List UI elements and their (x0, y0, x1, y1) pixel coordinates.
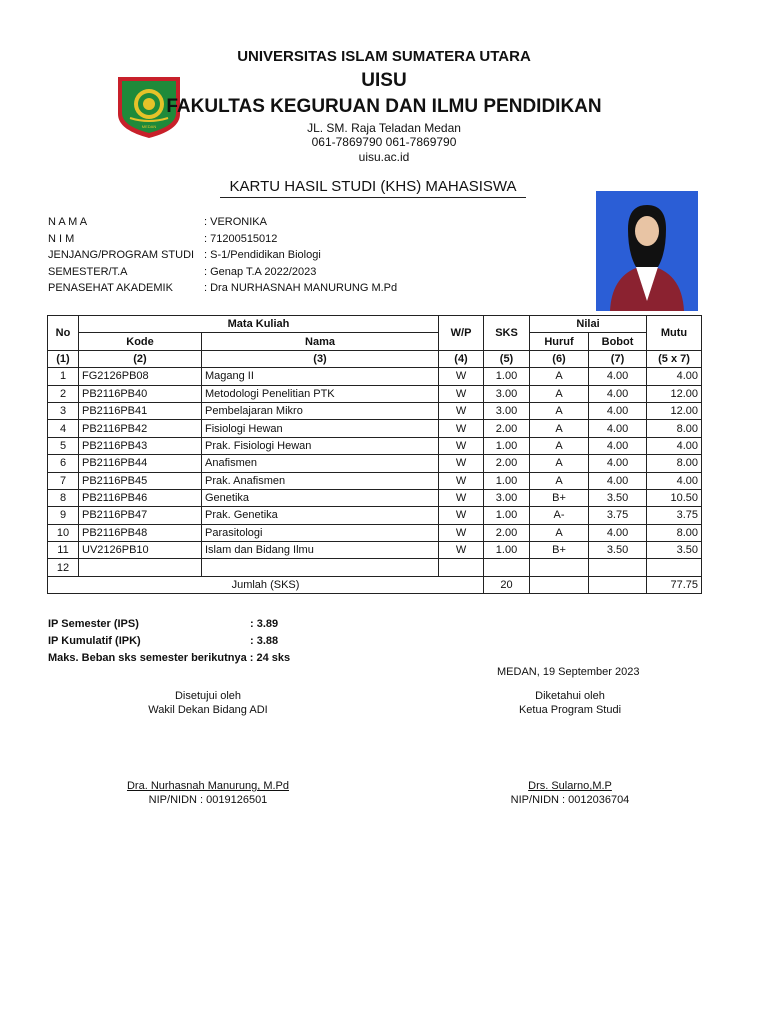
left-approval-label: Disetujui oleh (174, 690, 242, 702)
numbering-cell: (3) (202, 350, 439, 367)
cell-sks: 1.00 (484, 507, 530, 524)
cell-sks: 1.00 (484, 368, 530, 385)
ipk-label: IP Kumulatif (IPK) (48, 635, 141, 647)
info-row-name (48, 216, 397, 233)
university-name: UNIVERSITAS ISLAM SUMATERA UTARA (237, 48, 531, 65)
right-signer-id: NIP/NIDN : 0012036704 (510, 794, 630, 806)
cell-bobot: 4.00 (589, 455, 647, 472)
total-mutu: 77.75 (647, 576, 702, 593)
total-sks: 20 (484, 576, 530, 593)
cell-nama: Genetika (202, 489, 439, 506)
header-no: No (48, 316, 79, 351)
cell-wp: W (439, 437, 484, 454)
table-row (48, 524, 702, 541)
cell-huruf: A (530, 472, 589, 489)
cell-no: 11 (48, 542, 79, 559)
faculty-name: FAKULTAS KEGURUAN DAN ILMU PENDIDIKAN (166, 96, 602, 117)
cell-mutu: 3.75 (647, 507, 702, 524)
university-short-name: UISU (361, 70, 407, 91)
cell-kode: PB2116PB44 (79, 455, 202, 472)
info-value: : Genap T.A 2022/2023 (204, 265, 317, 278)
cell-bobot: 3.50 (589, 489, 647, 506)
cell-no: 1 (48, 368, 79, 385)
table-row (48, 455, 702, 472)
cell-huruf: A (530, 437, 589, 454)
cell-mutu: 8.00 (647, 420, 702, 437)
cell-nama: Islam dan Bidang Ilmu (202, 542, 439, 559)
numbering-cell: (5 x 7) (647, 350, 702, 367)
document-title: KARTU HASIL STUDI (KHS) MAHASISWA (220, 178, 526, 198)
numbering-cell: (5) (484, 350, 530, 367)
header-bobot: Bobot (589, 333, 647, 350)
cell-nama: Metodologi Penelitian PTK (202, 385, 439, 402)
cell-bobot: 4.00 (589, 420, 647, 437)
cell-nama: Prak. Fisiologi Hewan (202, 437, 439, 454)
table-row (48, 368, 702, 385)
info-value: : 71200515012 (204, 232, 278, 245)
header-kode: Kode (79, 333, 202, 350)
student-info (48, 216, 397, 299)
cell-mutu: 10.50 (647, 489, 702, 506)
cell-nama: Magang II (202, 368, 439, 385)
cell-wp: W (439, 524, 484, 541)
grades-table (47, 315, 702, 594)
cell-huruf: A (530, 385, 589, 402)
cell-sks: 2.00 (484, 524, 530, 541)
right-signer-name: Drs. Sularno,M.P (528, 780, 612, 792)
cell-kode: PB2116PB41 (79, 402, 202, 419)
cell-kode: PB2116PB42 (79, 420, 202, 437)
cell-no: 9 (48, 507, 79, 524)
info-value: : S-1/Pendidikan Biologi (204, 249, 321, 261)
table-row (48, 437, 702, 454)
cell-bobot: 4.00 (589, 524, 647, 541)
signature-date: MEDAN, 19 September 2023 (497, 666, 640, 678)
cell-wp: W (439, 489, 484, 506)
cell-no: 10 (48, 524, 79, 541)
numbering-cell: (4) (439, 350, 484, 367)
info-label: PENASEHAT AKADEMIK (48, 282, 173, 294)
cell-no: 2 (48, 385, 79, 402)
cell-mutu: 4.00 (647, 368, 702, 385)
cell-sks: 3.00 (484, 402, 530, 419)
cell-huruf (530, 559, 589, 576)
cell-huruf: A (530, 455, 589, 472)
cell-nama: Anafismen (202, 455, 439, 472)
cell-no: 6 (48, 455, 79, 472)
cell-mutu: 4.00 (647, 437, 702, 454)
cell-huruf: A (530, 402, 589, 419)
cell-nama: Fisiologi Hewan (202, 420, 439, 437)
header-mutu: Mutu (647, 316, 702, 351)
cell-sks: 1.00 (484, 472, 530, 489)
info-value: : Dra NURHASNAH MANURUNG M.Pd (204, 282, 398, 294)
info-row-program (48, 249, 397, 266)
address: JL. SM. Raja Teladan Medan (307, 121, 461, 135)
cell-nama: Prak. Anafismen (202, 472, 439, 489)
left-approver-role: Wakil Dekan Bidang ADI (148, 704, 268, 716)
table-row (48, 385, 702, 402)
cell-bobot: 3.75 (589, 507, 647, 524)
cell-bobot: 4.00 (589, 368, 647, 385)
cell-bobot: 4.00 (589, 385, 647, 402)
table-row (48, 489, 702, 506)
left-signer-name: Dra. Nurhasnah Manurung, M.Pd (126, 780, 290, 792)
info-row-nim (48, 233, 397, 250)
website: uisu.ac.id (358, 150, 410, 164)
ips-value: : 3.89 (250, 618, 279, 630)
cell-wp: W (439, 385, 484, 402)
cell-nama (202, 559, 439, 576)
cell-huruf: A (530, 420, 589, 437)
student-photo (596, 191, 698, 311)
cell-huruf: A (530, 524, 589, 541)
total-label: Jumlah (SKS) (48, 576, 484, 593)
cell-kode: PB2116PB43 (79, 437, 202, 454)
cell-mutu (647, 559, 702, 576)
cell-sks (484, 559, 530, 576)
cell-mutu: 3.50 (647, 542, 702, 559)
cell-wp: W (439, 368, 484, 385)
cell-bobot: 4.00 (589, 402, 647, 419)
cell-wp (439, 559, 484, 576)
cell-sks: 1.00 (484, 437, 530, 454)
table-row (48, 542, 702, 559)
header-sks: SKS (484, 316, 530, 351)
numbering-cell: (7) (589, 350, 647, 367)
cell-no: 7 (48, 472, 79, 489)
cell-nama: Parasitologi (202, 524, 439, 541)
cell-huruf: A (530, 368, 589, 385)
cell-huruf: B+ (530, 542, 589, 559)
info-row-semester (48, 266, 397, 283)
table-row (48, 507, 702, 524)
cell-kode (79, 559, 202, 576)
cell-bobot (589, 559, 647, 576)
info-label: JENJANG/PROGRAM STUDI (48, 249, 195, 261)
cell-kode: PB2116PB48 (79, 524, 202, 541)
cell-sks: 2.00 (484, 455, 530, 472)
cell-kode: PB2116PB45 (79, 472, 202, 489)
cell-no: 5 (48, 437, 79, 454)
info-label: N I M (48, 232, 75, 245)
empty-cell (530, 576, 589, 593)
header-nama: Nama (202, 333, 439, 350)
info-label: SEMESTER/T.A (48, 265, 128, 278)
table-row (48, 420, 702, 437)
cell-bobot: 4.00 (589, 437, 647, 454)
cell-sks: 1.00 (484, 542, 530, 559)
cell-huruf: B+ (530, 489, 589, 506)
left-signer-id: NIP/NIDN : 0019126501 (148, 794, 268, 806)
ips-label: IP Semester (IPS) (48, 618, 139, 630)
cell-wp: W (439, 402, 484, 419)
cell-sks: 3.00 (484, 385, 530, 402)
cell-bobot: 4.00 (589, 472, 647, 489)
ips-line (48, 618, 278, 630)
numbering-row (48, 350, 702, 367)
logo-text: MEDAN (141, 124, 157, 129)
cell-wp: W (439, 472, 484, 489)
cell-mutu: 8.00 (647, 524, 702, 541)
cell-no: 3 (48, 402, 79, 419)
info-value: : VERONIKA (204, 216, 267, 228)
cell-mutu: 8.00 (647, 455, 702, 472)
cell-no: 8 (48, 489, 79, 506)
cell-kode: UV2126PB10 (79, 542, 202, 559)
cell-wp: W (439, 507, 484, 524)
cell-no: 4 (48, 420, 79, 437)
cell-bobot: 3.50 (589, 542, 647, 559)
cell-huruf: A- (530, 507, 589, 524)
numbering-cell: (6) (530, 350, 589, 367)
cell-no: 12 (48, 559, 79, 576)
cell-wp: W (439, 420, 484, 437)
right-approval-label: Diketahui oleh (535, 690, 605, 702)
max-load-line: Maks. Beban sks semester berikutnya : 24 sks (48, 652, 291, 664)
total-row (48, 576, 702, 593)
table-row (48, 559, 702, 576)
cell-kode: FG2126PB08 (79, 368, 202, 385)
cell-nama: Prak. Genetika (202, 507, 439, 524)
empty-cell (589, 576, 647, 593)
cell-mutu: 4.00 (647, 472, 702, 489)
cell-kode: PB2116PB47 (79, 507, 202, 524)
cell-kode: PB2116PB40 (79, 385, 202, 402)
ipk-value: : 3.88 (250, 635, 279, 647)
cell-kode: PB2116PB46 (79, 489, 202, 506)
table-row (48, 472, 702, 489)
cell-nama: Pembelajaran Mikro (202, 402, 439, 419)
header-huruf: Huruf (530, 333, 589, 350)
header-nilai: Nilai (530, 316, 647, 333)
numbering-cell: (2) (79, 350, 202, 367)
phone: 061-7869790 061-7869790 (311, 135, 457, 149)
cell-sks: 2.00 (484, 420, 530, 437)
info-label: N A M A (48, 216, 88, 228)
ipk-line (48, 635, 278, 647)
cell-mutu: 12.00 (647, 402, 702, 419)
info-row-advisor (48, 282, 397, 299)
table-row (48, 402, 702, 419)
numbering-cell: (1) (48, 350, 79, 367)
header-mata-kuliah: Mata Kuliah (79, 316, 439, 333)
right-approver-role: Ketua Program Studi (518, 704, 622, 716)
header-wp: W/P (439, 316, 484, 351)
cell-sks: 3.00 (484, 489, 530, 506)
cell-mutu: 12.00 (647, 385, 702, 402)
cell-wp: W (439, 455, 484, 472)
cell-wp: W (439, 542, 484, 559)
